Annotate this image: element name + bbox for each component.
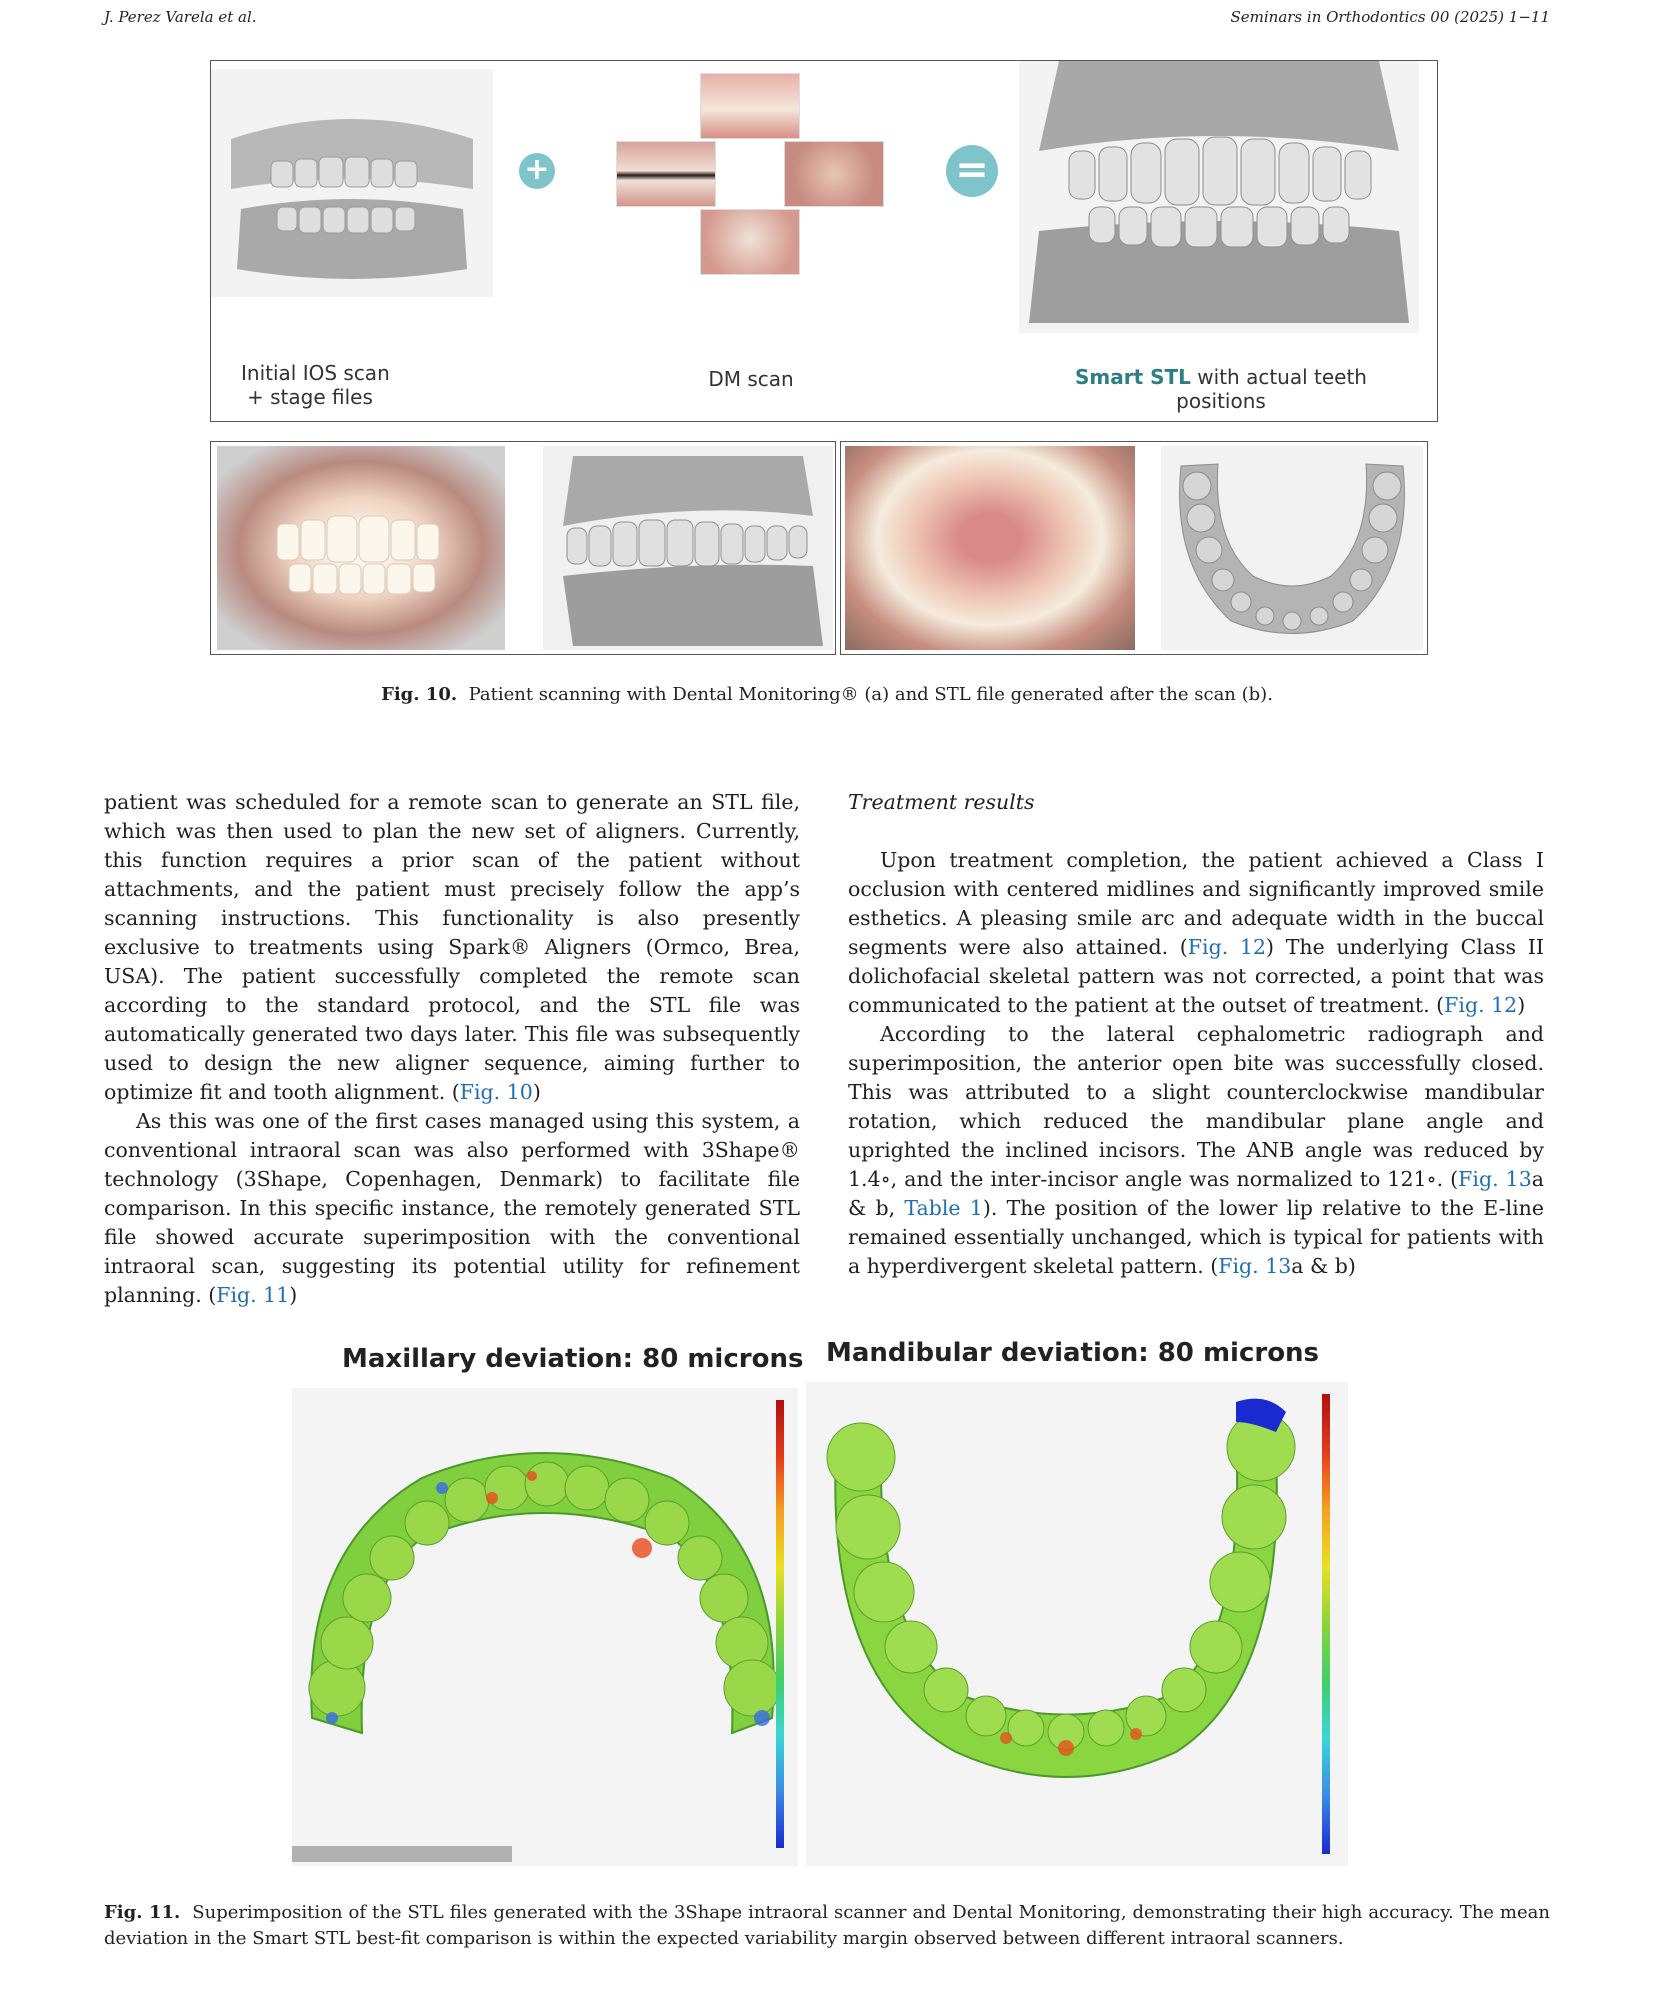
section-heading-treatment-results: Treatment results: [848, 790, 1035, 814]
figure-11-caption: [104, 1900, 1550, 1952]
smart-stl-image: [1019, 61, 1419, 333]
stl-render-occlusal: [1161, 446, 1423, 650]
figure-10b-panel: [840, 441, 1428, 655]
deviation-color-scale: [1322, 1394, 1330, 1854]
intraoral-photo-frontal: [217, 446, 505, 650]
maxillary-heatmap-image: [292, 1388, 798, 1866]
fig-10-link[interactable]: Fig. 10: [459, 1080, 533, 1104]
running-header-journal: Seminars in Orthodontics 00 (2025) 1−11: [1230, 8, 1550, 26]
initial-ios-scan-image: [211, 69, 493, 297]
body-left-column: [104, 788, 800, 1310]
fig-11-link[interactable]: Fig. 11: [216, 1283, 290, 1307]
label-smart-stl: Smart STL with actual teeth positions: [1075, 365, 1367, 413]
figure-10-top-panel: [210, 60, 1438, 422]
equals-icon: =: [946, 145, 998, 197]
dm-photo-front-lower: [700, 209, 800, 275]
label-initial-ios-scan: Initial IOS scan + stage files: [241, 361, 390, 409]
figure-10-caption-label: Fig. 10.: [381, 684, 458, 705]
plus-icon: +: [519, 153, 555, 189]
dm-photo-left: [616, 141, 716, 207]
figure-10-caption: [0, 682, 1654, 708]
table-1-link[interactable]: Table 1: [904, 1196, 983, 1220]
fig-13-link[interactable]: Fig. 13: [1458, 1167, 1532, 1191]
dm-photo-right: [784, 141, 884, 207]
fig-13-link[interactable]: Fig. 13: [1218, 1254, 1292, 1278]
fig-12-link[interactable]: Fig. 12: [1444, 993, 1518, 1017]
deviation-color-scale: [776, 1400, 784, 1848]
paragraph: According to the lateral cephalometric radiograph and superimposition, the anterior open bite was successfully closed. This was attributed to a slight counterclockwise mandibular rotation, which reduced the mandibular plane angle and uprighted the inclined incisors. The ANB angle was reduced by 1.4∘, and the inter-incisor angle was normalized to 121∘. (Fig. 13a & b, Table 1). The position of the lower lip relative to the E-line remained essentially unchanged, which is typical for patients with a hyperdivergent skeletal pattern. (Fig. 13a & b): [848, 1022, 1544, 1278]
stl-render-frontal: [543, 446, 833, 650]
mandibular-deviation-title: Mandibular deviation: 80 microns: [826, 1338, 1320, 1368]
running-header-authors: J. Perez Varela et al.: [104, 8, 257, 26]
label-dm-scan: DM scan: [708, 367, 794, 391]
body-right-column: [848, 788, 1544, 1281]
figure-11-caption-label: Fig. 11.: [104, 1902, 181, 1923]
dm-photo-front-upper: [700, 73, 800, 139]
figure-11-caption-text: Superimposition of the STL files generated with the 3Shape intraoral scanner and Dental Monitoring, demonstrating their high accuracy. The mean deviation in the Smart STL best-fit comparison is within the expected variability margin observed between different intraoral scanners.: [104, 1902, 1550, 1949]
intraoral-photo-lower-occlusal: [845, 446, 1135, 650]
fig-12-link[interactable]: Fig. 12: [1187, 935, 1266, 959]
maxillary-deviation-title: Maxillary deviation: 80 microns: [342, 1344, 804, 1374]
figure-10-caption-text: Patient scanning with Dental Monitoring® (a) and STL file generated after the scan (b).: [468, 684, 1273, 705]
paragraph: Upon treatment completion, the patient achieved a Class I occlusion with centered midlines and significantly improved smile esthetics. A pleasing smile arc and adequate width in the buccal segments were also attained. (Fig. 12) The underlying Class II dolichofacial skeletal pattern was not corrected, a point that was communicated to the patient at the outset of treatment. (Fig. 12): [848, 848, 1544, 1017]
paragraph: As this was one of the first cases managed using this system, a conventional intraoral scan was also performed with 3Shape® technology (3Shape, Copenhagen, Denmark) to facilitate file comparison. In this specific instance, the remotely generated STL file showed accurate superimposition with the conventional intraoral scan, suggesting its potential utility for refinement planning. (Fig. 11): [104, 1109, 800, 1307]
figure-10a-panel: [210, 441, 836, 655]
paragraph: patient was scheduled for a remote scan to generate an STL file, which was then used to plan the new set of aligners. Currently, this function requires a prior scan of the patient without attachments, and the patient must precisely follow the app’s scanning instructions. This functionality is also presently exclusive to treatments using Spark® Aligners (Ormco, Brea, USA). The patient successfully completed the remote scan according to the standard protocol, and the STL file was automatically generated two days later. This file was subsequently used to design the new aligner sequence, aiming further to optimize fit and tooth alignment. (Fig. 10): [104, 790, 800, 1104]
mandibular-heatmap-image: [806, 1382, 1348, 1866]
